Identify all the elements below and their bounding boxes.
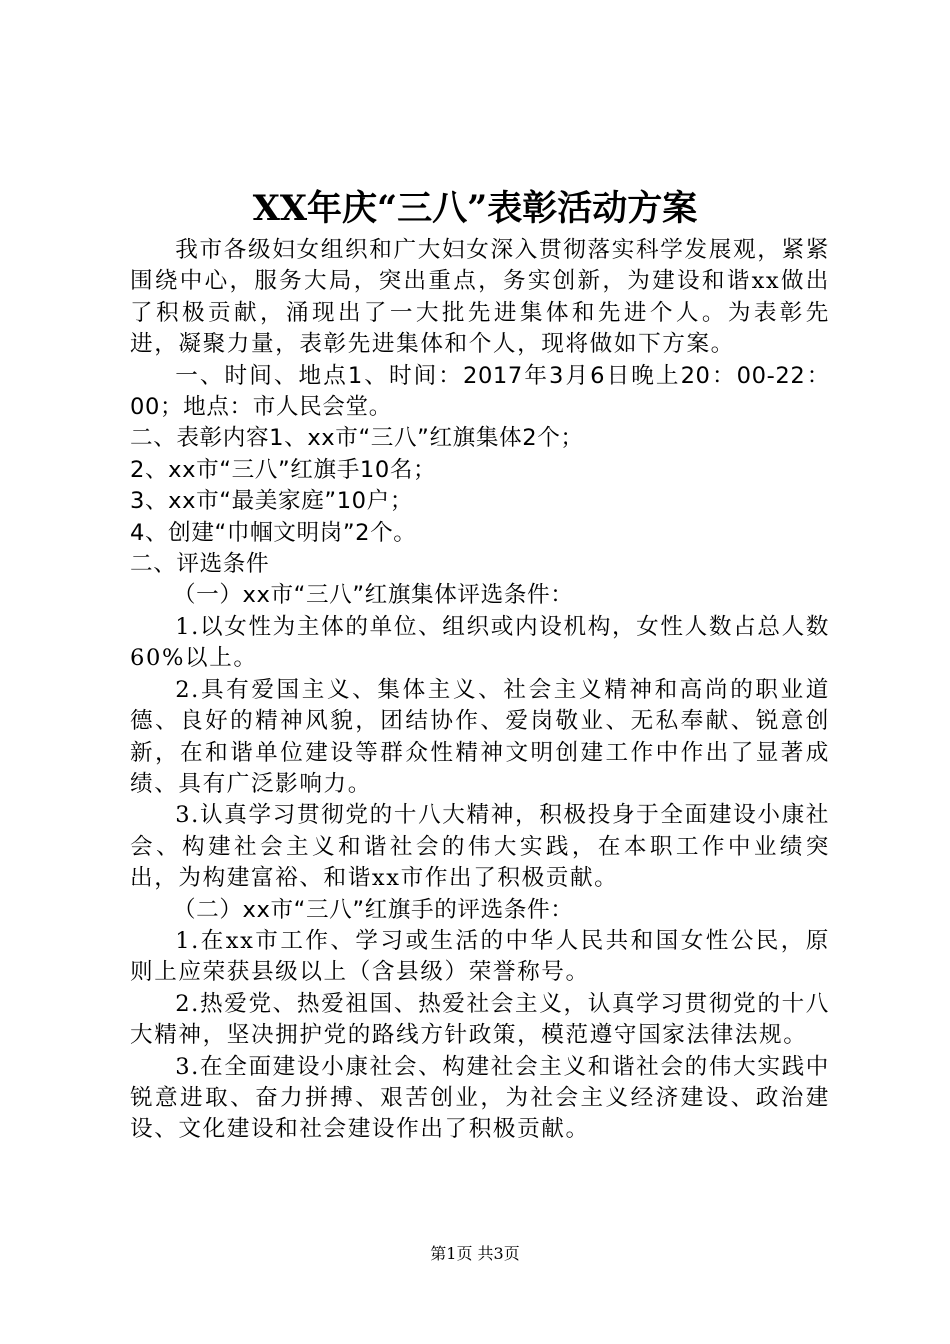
award-item-3: 3、xx市“最美家庭”10户； (130, 488, 414, 515)
section-time-location: 一、时间、地点1、时间：2017年3月6日晚上20：00-22：00；地点：市人民会堂。 (130, 362, 830, 421)
document-body (130, 235, 830, 1146)
collective-criterion-3: 3.认真学习贯彻党的十八大精神，积极投身于全面建设小康社会、构建社会主义和谐社会的伟大实践，在本职工作中业绩突出，为构建富裕、和谐xx市作出了积极贡献。 (130, 802, 830, 892)
award-item-4: 4、创建“巾帼文明岗”2个。 (130, 519, 417, 546)
subsection-collective-criteria: （一）xx市“三八”红旗集体评选条件： (172, 582, 574, 609)
award-item-2: 2、xx市“三八”红旗手10名； (130, 456, 437, 483)
collective-criterion-2: 2.具有爱国主义、集体主义、社会主义精神和高尚的职业道德、良好的精神风貌，团结协作、爱岗敬业、无私奉献、锐意创新，在和谐单位建设等群众性精神文明创建工作中作出了显著成绩、具有广泛影响力。 (130, 676, 830, 797)
document-title: XX年庆“三八”表彰活动方案 (252, 188, 698, 229)
intro-paragraph: 我市各级妇女组织和广大妇女深入贯彻落实科学发展观，紧紧围绕中心，服务大局，突出重点，务实创新，为建设和谐xx做出了积极贡献，涌现出了一大批先进集体和先进个人。为表彰先进，凝聚力量，表彰先进集体和个人，现将做如下方案。 (130, 237, 830, 358)
page-number-footer: 第1页 共3页 (430, 1244, 520, 1263)
collective-criterion-1: 1.以女性为主体的单位、组织或内设机构，女性人数占总人数60%以上。 (130, 613, 830, 672)
section-award-content: 二、表彰内容1、xx市“三八”红旗集体2个； (130, 425, 584, 452)
subsection-individual-criteria: （二）xx市“三八”红旗手的评选条件： (172, 896, 574, 923)
individual-criterion-1: 1.在xx市工作、学习或生活的中华人民共和国女性公民，原则上应荣获县级以上（含县级）荣誉称号。 (130, 927, 830, 986)
individual-criterion-2: 2.热爱党、热爱祖国、热爱社会主义，认真学习贯彻党的十八大精神，坚决拥护党的路线方针政策，模范遵守国家法律法规。 (130, 990, 830, 1049)
individual-criterion-3: 3.在全面建设小康社会、构建社会主义和谐社会的伟大实践中锐意进取、奋力拼搏、艰苦创业，为社会主义经济建设、政治建设、文化建设和社会建设作出了积极贡献。 (130, 1053, 830, 1143)
section-selection-criteria: 二、评选条件 (130, 551, 270, 578)
